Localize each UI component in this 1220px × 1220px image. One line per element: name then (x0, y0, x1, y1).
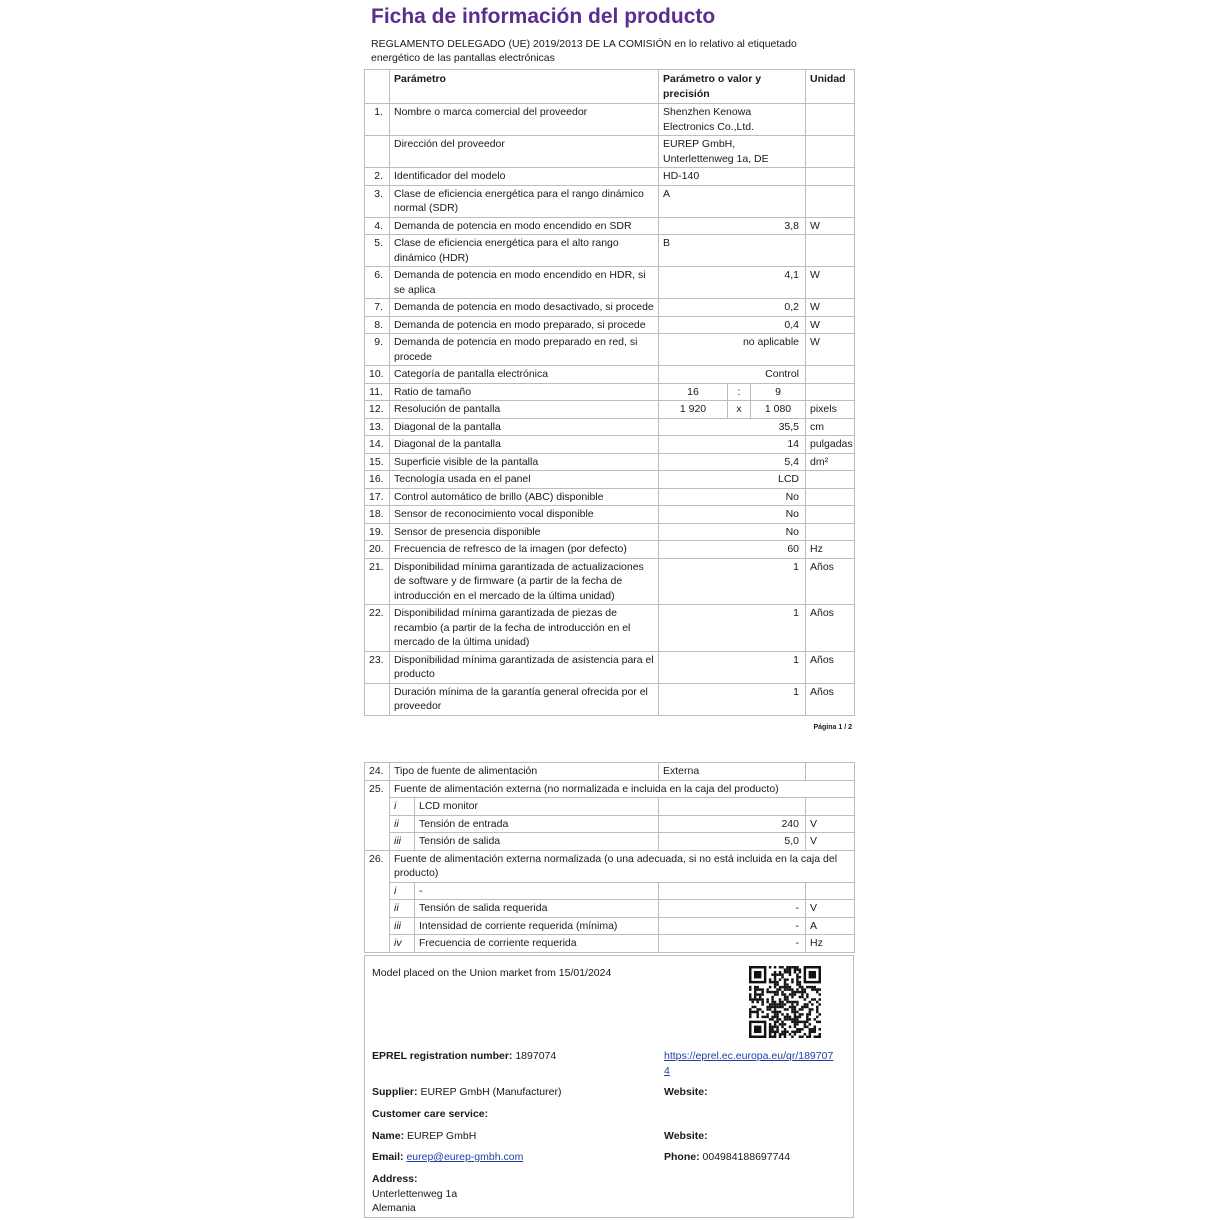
eprel-info-box (364, 955, 854, 1218)
row-number: 24. (365, 763, 390, 781)
sub-unit (806, 882, 855, 900)
row-unit: Años (806, 605, 855, 652)
table-row (365, 267, 855, 299)
row-number: 26. (365, 850, 390, 952)
ratio-sep: : (728, 384, 751, 401)
resolution-inner-row (659, 401, 805, 418)
sub-index: iv (390, 935, 415, 953)
row-parameter: Fuente de alimentación externa normalizada (o una adecuada, si no está incluida en la caja del producto) (390, 850, 855, 882)
table-row (365, 235, 855, 267)
row-unit (806, 523, 855, 541)
row-number: 21. (365, 558, 390, 605)
table-row-resolution (365, 401, 855, 419)
row-number: 17. (365, 488, 390, 506)
row-value: HD-140 (659, 168, 806, 186)
row-value: A (659, 185, 806, 217)
row-parameter: Resolución de pantalla (390, 401, 659, 419)
row-parameter: Dirección del proveedor (390, 136, 659, 168)
row-number: 18. (365, 506, 390, 524)
sub-parameter: Tensión de salida (415, 833, 659, 851)
sub-value (659, 882, 806, 900)
qr-code-icon[interactable] (749, 966, 821, 1038)
row-parameter: Control automático de brillo (ABC) disponible (390, 488, 659, 506)
table-row (365, 651, 855, 683)
table-row-row26 (365, 850, 855, 882)
row-value: 0,4 (659, 316, 806, 334)
row-number: 9. (365, 334, 390, 366)
row-value: 1 (659, 683, 806, 715)
row-value: 3,8 (659, 217, 806, 235)
row-parameter: Tipo de fuente de alimentación (390, 763, 659, 781)
row-unit: cm (806, 418, 855, 436)
sub-parameter: Intensidad de corriente requerida (mínima) (415, 917, 659, 935)
row-number: 7. (365, 299, 390, 317)
sub-parameter: Frecuencia de corriente requerida (415, 935, 659, 953)
product-sheet-page-2 (364, 762, 854, 953)
table-row (365, 605, 855, 652)
row-number: 25. (365, 780, 390, 850)
row-parameter: Demanda de potencia en modo encendido en HDR, si se aplica (390, 267, 659, 299)
row-value: Control (659, 366, 806, 384)
sub-index: iii (390, 833, 415, 851)
sub-unit (806, 798, 855, 816)
sub-value: - (659, 935, 806, 953)
name-row (372, 1129, 476, 1144)
ratio-inner-row (659, 384, 805, 401)
ratio-b: 9 (775, 385, 781, 398)
row-parameter: Frecuencia de refresco de la imagen (por defecto) (390, 541, 659, 559)
row-value: 14 (659, 436, 806, 454)
row-value: 1 (659, 558, 806, 605)
table-row (365, 453, 855, 471)
row-value: LCD (659, 471, 806, 489)
sub-unit: V (806, 900, 855, 918)
row-value: 0,2 (659, 299, 806, 317)
row-unit (806, 488, 855, 506)
row-unit: Años (806, 651, 855, 683)
row-value: 4,1 (659, 267, 806, 299)
row-unit: Años (806, 683, 855, 715)
address-line-1: Unterlettenweg 1a (372, 1187, 458, 1200)
customer-care-label: Customer care service: (372, 1108, 489, 1120)
table-header-row (365, 70, 855, 104)
row-number: 13. (365, 418, 390, 436)
row-number: 11. (365, 383, 390, 401)
row-value: EUREP GmbH, Unterlettenweg 1a, DE (659, 136, 806, 168)
table-row (365, 299, 855, 317)
row-number: 2. (365, 168, 390, 186)
resolution-cell (659, 401, 806, 419)
supplier-label: Supplier: (372, 1086, 418, 1098)
sub-index: iii (390, 917, 415, 935)
sub-row (365, 917, 855, 935)
row-value: No (659, 523, 806, 541)
row-unit: W (806, 334, 855, 366)
phone-label: Phone: (664, 1151, 700, 1163)
row-parameter: Demanda de potencia en modo preparado, si procede (390, 316, 659, 334)
sub-row (365, 935, 855, 953)
sub-unit: A (806, 917, 855, 935)
page-number: Página 1 / 2 (813, 723, 852, 731)
sub-parameter: - (415, 882, 659, 900)
row-parameter: Ratio de tamaño (390, 383, 659, 401)
parameter-table (364, 69, 855, 716)
table-row (365, 168, 855, 186)
row-unit (806, 471, 855, 489)
row-value: 5,4 (659, 453, 806, 471)
row-parameter: Demanda de potencia en modo desactivado, si procede (390, 299, 659, 317)
row-number: 14. (365, 436, 390, 454)
row-number: 8. (365, 316, 390, 334)
address-block (372, 1172, 457, 1216)
header-param: Parámetro (390, 70, 659, 104)
row-parameter: Tecnología usada en el panel (390, 471, 659, 489)
sub-parameter: Tensión de entrada (415, 815, 659, 833)
sub-value: 5,0 (659, 833, 806, 851)
power-supply-table (364, 762, 855, 953)
row-value: No (659, 506, 806, 524)
row-value: B (659, 235, 806, 267)
sub-value (659, 798, 806, 816)
sub-row (365, 815, 855, 833)
sub-row (365, 798, 855, 816)
header-value: Parámetro o valor y precisión (659, 70, 806, 104)
sub-unit: V (806, 833, 855, 851)
row-number: 1. (365, 104, 390, 136)
sub-row (365, 882, 855, 900)
table-row (365, 217, 855, 235)
row-number: 19. (365, 523, 390, 541)
page-title: Ficha de información del producto (371, 5, 716, 28)
ratio-inner (659, 384, 805, 401)
market-date-text: Model placed on the Union market from 15/01/2024 (372, 967, 612, 979)
table-row (365, 436, 855, 454)
table-row (365, 418, 855, 436)
row-unit (806, 366, 855, 384)
row-number: 16. (365, 471, 390, 489)
row-value: 1 (659, 605, 806, 652)
row-value: 35,5 (659, 418, 806, 436)
row-number: 6. (365, 267, 390, 299)
row-unit: pulgadas (806, 436, 855, 454)
row-number: 23. (365, 651, 390, 683)
row-parameter: Sensor de presencia disponible (390, 523, 659, 541)
resolution-a: 1 920 (659, 401, 728, 418)
table-row (365, 558, 855, 605)
row-parameter: Sensor de reconocimiento vocal disponible (390, 506, 659, 524)
row-parameter: Nombre o marca comercial del proveedor (390, 104, 659, 136)
eprel-label: EPREL registration number: (372, 1050, 513, 1062)
table-row (365, 523, 855, 541)
row-value: Shenzhen Kenowa Electronics Co.,Ltd. (659, 104, 806, 136)
header-unit: Unidad (806, 70, 855, 104)
row-unit (806, 185, 855, 217)
row-parameter: Clase de eficiencia energética para el rango dinámico normal (SDR) (390, 185, 659, 217)
resolution-inner (659, 401, 805, 418)
row-value: no aplicable (659, 334, 806, 366)
table-row (365, 136, 855, 168)
row-value: Externa (659, 763, 806, 781)
eprel-link-wrap (664, 1049, 834, 1078)
row-number: 3. (365, 185, 390, 217)
table-row (365, 541, 855, 559)
row-parameter: Duración mínima de la garantía general ofrecida por el proveedor (390, 683, 659, 715)
row-unit: Años (806, 558, 855, 605)
sub-index: i (390, 882, 415, 900)
row-value: No (659, 488, 806, 506)
eprel-link[interactable]: https://eprel.ec.europa.eu/qr/1897074 (664, 1050, 834, 1077)
sub-row (365, 833, 855, 851)
sub-parameter: LCD monitor (415, 798, 659, 816)
resolution-sep: x (728, 401, 751, 418)
row-unit: dm² (806, 453, 855, 471)
row-unit: Hz (806, 541, 855, 559)
website-label-2: Website: (664, 1130, 708, 1142)
name-value: EUREP GmbH (407, 1130, 477, 1142)
table-row (365, 506, 855, 524)
row-parameter: Diagonal de la pantalla (390, 418, 659, 436)
row-parameter: Superficie visible de la pantalla (390, 453, 659, 471)
row-number (365, 136, 390, 168)
row-value: 60 (659, 541, 806, 559)
sub-value: 240 (659, 815, 806, 833)
row-unit (806, 235, 855, 267)
sub-index: i (390, 798, 415, 816)
row-number: 22. (365, 605, 390, 652)
row-parameter: Identificador del modelo (390, 168, 659, 186)
row-unit: W (806, 217, 855, 235)
table-row (365, 683, 855, 715)
table-row-ratio (365, 383, 855, 401)
regulation-subtitle: REGLAMENTO DELEGADO (UE) 2019/2013 DE LA COMISIÓN en lo relativo al etiquetado energético de las pantallas electrónicas (371, 38, 797, 64)
table-row (365, 316, 855, 334)
phone-value: 004984188697744 (702, 1151, 791, 1163)
eprel-number: 1897074 (515, 1050, 557, 1062)
eprel-registration (372, 1049, 556, 1064)
supplier-row (372, 1085, 561, 1100)
table-row (365, 104, 855, 136)
sub-parameter: Tensión de salida requerida (415, 900, 659, 918)
ratio-cell (659, 383, 806, 401)
address-label: Address: (372, 1173, 418, 1185)
row-number: 20. (365, 541, 390, 559)
name-label: Name: (372, 1130, 405, 1142)
row-parameter: Disponibilidad mínima garantizada de actualizaciones de software y de firmware (a partir de la fecha de introducción en el mercado de la última unidad) (390, 558, 659, 605)
row-number: 10. (365, 366, 390, 384)
table-row (365, 185, 855, 217)
table-row (365, 366, 855, 384)
row-unit (806, 383, 855, 401)
sub-index: ii (390, 815, 415, 833)
table-row (365, 334, 855, 366)
sub-unit: Hz (806, 935, 855, 953)
row-parameter: Categoría de pantalla electrónica (390, 366, 659, 384)
row-parameter: Disponibilidad mínima garantizada de asistencia para el producto (390, 651, 659, 683)
resolution-b: 1 080 (764, 403, 792, 415)
row-parameter: Diagonal de la pantalla (390, 436, 659, 454)
table-row (365, 471, 855, 489)
row-parameter: Demanda de potencia en modo encendido en SDR (390, 217, 659, 235)
table-row-row25 (365, 780, 855, 798)
row-number: 4. (365, 217, 390, 235)
sub-unit: V (806, 815, 855, 833)
row-unit: W (806, 316, 855, 334)
sub-row (365, 900, 855, 918)
row-unit (806, 763, 855, 781)
row-unit: W (806, 267, 855, 299)
sub-index: ii (390, 900, 415, 918)
row-unit (806, 104, 855, 136)
row-parameter: Disponibilidad mínima garantizada de piezas de recambio (a partir de la fecha de introducción en el mercado de la última unidad) (390, 605, 659, 652)
row-parameter: Fuente de alimentación externa (no normalizada e incluida en la caja del producto) (390, 780, 855, 798)
row-number (365, 683, 390, 715)
row-unit: W (806, 299, 855, 317)
row-unit (806, 136, 855, 168)
website-label: Website: (664, 1086, 708, 1098)
phone-row (664, 1150, 790, 1165)
email-link[interactable]: eurep@eurep-gmbh.com (406, 1151, 524, 1163)
product-sheet-page-1 (364, 0, 854, 734)
row-number: 15. (365, 453, 390, 471)
row-value: 1 (659, 651, 806, 683)
row-unit: pixels (806, 401, 855, 419)
email-label: Email: (372, 1151, 404, 1163)
row-number: 12. (365, 401, 390, 419)
row-parameter: Clase de eficiencia energética para el alto rango dinámico (HDR) (390, 235, 659, 267)
row-unit (806, 168, 855, 186)
sub-value: - (659, 900, 806, 918)
supplier-value: EUREP GmbH (Manufacturer) (420, 1086, 562, 1098)
row-unit (806, 506, 855, 524)
row-parameter: Demanda de potencia en modo preparado en red, si procede (390, 334, 659, 366)
table-row (365, 488, 855, 506)
row-number: 5. (365, 235, 390, 267)
table-row-24 (365, 763, 855, 781)
email-row (372, 1150, 523, 1165)
address-line-2: Alemania (372, 1202, 416, 1214)
ratio-a: 16 (659, 384, 728, 401)
sub-value: - (659, 917, 806, 935)
